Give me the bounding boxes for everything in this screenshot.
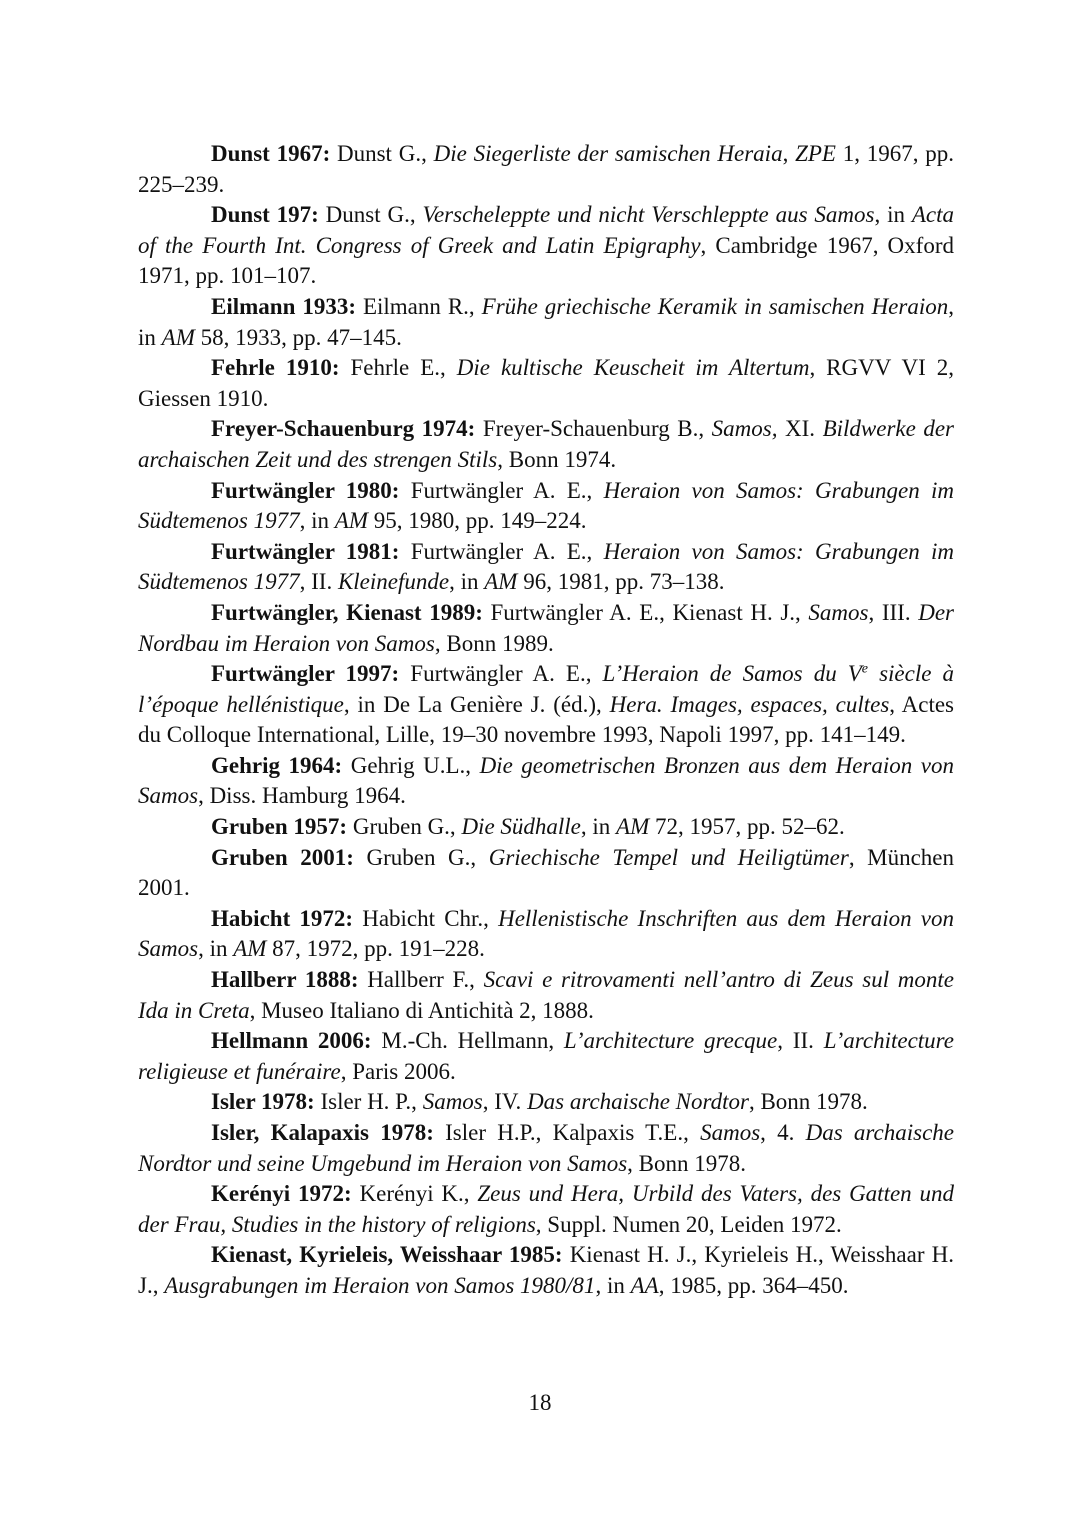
bib-entry-title: Bildwerke der archaischen Zeit und des strengen Stils [138, 416, 954, 472]
bib-entry-text: Furtwängler A. E., [399, 477, 604, 503]
bib-entry-text: , in [580, 814, 617, 840]
bib-entry-text: , München 2001. [138, 844, 955, 901]
bib-entry-key: Dunst 197: [211, 202, 319, 228]
bib-entry-text: , 4. [760, 1120, 806, 1145]
bib-entry-text: 95, 1980, pp. 149–224. [367, 508, 587, 534]
bib-entry-title: Frühe griechische Keramik in samischen Heraion [481, 293, 949, 319]
bib-entry [138, 1087, 954, 1118]
bib-entry-text: Gehrig U.L., [342, 752, 480, 778]
bib-entry-title: AM [334, 508, 368, 534]
bib-entry-title: Samos [422, 1089, 483, 1115]
bib-entry-text: , Bonn 1974. [497, 446, 617, 472]
bib-entry-text: Kienast H. J., Kyrieleis H., Weisshaar H. J., [138, 1242, 954, 1298]
bib-entry-text: Hallberr F., [358, 967, 484, 993]
bib-entry-title: AA [630, 1272, 659, 1298]
bib-entry-title: Acta of the Fourth Int. Congress of Greek and Latin Epigraphy [138, 202, 955, 258]
bib-entry-text: , Diss. Hamburg 1964. [198, 783, 406, 809]
bib-entry-title: ZPE [795, 141, 836, 166]
bib-entry-title: L’architecture religieuse et funéraire [138, 1028, 954, 1084]
bib-entry-text: Isler H. P., [314, 1089, 423, 1115]
bib-entry [138, 139, 954, 200]
bib-entry-text: 72, 1957, pp. 52–62. [649, 814, 845, 840]
bib-entry-text: 1, 1967, pp. 225–239. [138, 141, 955, 197]
bib-entry-text: , Actes du Colloque International, Lille, 19–30 novembre 1993, Napoli 1997, pp. 141–149. [138, 691, 955, 748]
bib-entry-title: L’architecture grecque [563, 1028, 778, 1054]
bib-entry-title: Scavi e ritrovamenti nell’antro di Zeus sul monte Ida in Creta [138, 967, 954, 1023]
bib-entry-title: Hellenistische Inschriften aus dem Heraion von Samos [138, 905, 954, 962]
bib-entry-key: Furtwängler, Kienast 1989: [211, 599, 483, 625]
bib-entry [138, 812, 954, 843]
bib-entry-key: Freyer-Schauenburg 1974: [211, 416, 476, 442]
bib-entry-key: Gruben 1957: [211, 814, 348, 840]
bib-entry-title: Verscheleppte und nicht Verschleppte aus Samos [422, 202, 875, 228]
bib-entry-text: , II. [299, 569, 338, 595]
bib-entry-title: Griechische Tempel und Heiligtümer [488, 844, 849, 870]
bib-entry-text: , Bonn 1989. [434, 630, 554, 656]
bib-entry-text: Gruben G., [347, 814, 462, 840]
bib-entry-key: Gehrig 1964: [211, 752, 343, 778]
bib-entry-text: Fehrle E., [339, 355, 457, 381]
bib-entry [138, 476, 954, 537]
bib-entry-title: Hera. Images, espaces, cultes [609, 691, 890, 717]
bib-entry [138, 353, 954, 414]
bib-entry-text: , Cambridge 1967, Oxford 1971, pp. 101–107. [138, 232, 954, 289]
bib-entry-title: Das archaische Nordtor [527, 1089, 749, 1115]
bib-entry-key: Isler, Kalapaxis 1978: [211, 1120, 434, 1145]
bib-entry-text: , Bonn 1978. [627, 1150, 746, 1176]
bib-entry [138, 965, 954, 1026]
bib-entry-text: Dunst G., [318, 202, 423, 228]
bib-entry-title: Samos, [711, 416, 778, 442]
bib-entry-text: , in [198, 936, 234, 962]
bib-entry-text: , III. [868, 599, 919, 625]
bib-entry-title: Die kultische Keuscheit im Altertum [456, 355, 810, 381]
bib-entry-text: Freyer-Schauenburg B., [475, 416, 712, 442]
bib-entry-key: Dunst 1967: [211, 141, 331, 166]
bib-entry-key: Furtwängler 1980: [211, 477, 400, 503]
bib-entry-title: Samos [808, 599, 869, 625]
bib-entry-title: Zeus und Hera, Urbild des Vaters, des Gatten und der Frau, Studies in the history of religions [138, 1181, 954, 1237]
bib-entry-text: Furtwängler A. E., Kienast H. J., [482, 599, 809, 625]
bib-entry-key: Gruben 2001: [211, 844, 354, 870]
bib-entry-text: , RGVV VI 2, Giessen 1910. [138, 355, 954, 411]
bib-entry-title: AM [484, 569, 518, 595]
bib-entry [138, 751, 954, 812]
bib-entry [138, 904, 954, 965]
bib-entry-title: siècle à l’époque hellénistique [138, 661, 954, 717]
bib-entry [138, 292, 954, 353]
bib-entry-key: Eilmann 1933: [211, 293, 356, 319]
bib-entry-key: Furtwängler 1997: [211, 661, 400, 687]
bib-entry-text: , in [299, 508, 335, 534]
page-number: 18 [528, 1390, 552, 1415]
bib-entry-title: Die geometrischen Bronzen aus dem Heraion von Samos [138, 752, 955, 809]
bib-entry-title: Heraion von Samos: Grabungen im Südtemenos 1977 [138, 477, 955, 534]
bib-entry [138, 1179, 954, 1240]
bib-entry [138, 537, 954, 598]
bib-entry-title: Die Südhalle [461, 814, 581, 840]
bib-entry-text: , II. [777, 1028, 824, 1054]
bib-entry-text: M.-Ch. Hellmann, [371, 1028, 564, 1054]
bib-entry-text: , Museo Italiano di Antichità 2, 1888. [249, 997, 594, 1023]
bib-entry-text: , 1985, pp. 364–450. [658, 1272, 849, 1298]
bib-entry-text: 96, 1981, pp. 73–138. [517, 569, 725, 595]
bib-entry-text: , in [138, 293, 954, 350]
bib-entry-title: Kleinefunde [337, 569, 450, 595]
bib-entry-key: Furtwängler 1981: [211, 538, 400, 564]
bib-entry-title: Der Nordbau im Heraion von Samos [138, 599, 954, 656]
bib-entry-text: Gruben G., [353, 844, 489, 870]
bib-entry-text: , IV. [482, 1089, 528, 1115]
bib-entry [138, 1240, 954, 1301]
bib-entry-title: L’Heraion de Samos du V [602, 661, 862, 687]
bib-entry-title: Die Siegerliste der samischen Heraia [433, 141, 783, 166]
bib-entry-key: Isler 1978: [211, 1089, 315, 1115]
bib-entry [138, 659, 954, 751]
bib-entry-text: , in [595, 1272, 631, 1298]
bib-entry-key: Kienast, Kyrieleis, Weisshaar 1985: [211, 1242, 563, 1268]
bib-entry-text: , Paris 2006. [340, 1058, 456, 1084]
bib-entry-text: Habicht Chr., [353, 905, 499, 931]
bib-entry-text: , Suppl. Numen 20, Leiden 1972. [535, 1211, 842, 1237]
bib-entry [138, 843, 954, 904]
bib-entry-key: Kerényi 1972: [211, 1181, 352, 1207]
bib-entry [138, 1118, 954, 1179]
bib-entry-text: Furtwängler A. E., [399, 661, 603, 687]
bib-entry-text: , in De La Genière J. (éd.), [343, 691, 610, 717]
bib-entry [138, 598, 954, 659]
bib-entry-text: , Bonn 1978. [748, 1089, 868, 1115]
bib-entry-key: Hallberr 1888: [211, 967, 359, 993]
bib-entry-title: AM [616, 814, 650, 840]
bib-entry-text: 58, 1933, pp. 47–145. [194, 324, 402, 350]
bib-entry-title: Ausgrabungen im Heraion von Samos 1980/81 [164, 1272, 596, 1298]
bib-entry-text: 87, 1972, pp. 191–228. [266, 936, 485, 962]
bib-entry-text: Eilmann R., [355, 293, 482, 319]
bib-entry [138, 1026, 954, 1087]
bib-entry-superscript: e [861, 661, 869, 677]
bib-entry-text: Dunst G., [330, 141, 434, 166]
bib-entry-text: Isler H.P., Kalpaxis T.E., [433, 1120, 701, 1145]
bib-entry-key: Habicht 1972: [211, 905, 354, 931]
bib-entry-key: Fehrle 1910: [211, 355, 340, 381]
bib-entry-text: , in [874, 202, 912, 228]
bib-entry-text: Kerényi K., [351, 1181, 478, 1207]
bib-entry-title: Samos [700, 1120, 761, 1145]
bib-entry-key: Hellmann 2006: [211, 1028, 372, 1054]
bib-entry [138, 414, 954, 475]
bib-entry-title: AM [161, 324, 195, 350]
bib-entry-text: , in [449, 569, 485, 595]
bib-entry-text: XI. [777, 416, 823, 442]
bib-entry-title: AM [233, 936, 267, 962]
bib-entry-text: , [782, 141, 796, 166]
bib-entry-title: Das archaische Nordtor und seine Umgebund im Heraion von Samos [138, 1120, 954, 1176]
bib-entry-title: Heraion von Samos: Grabungen im Südtemenos 1977 [138, 538, 955, 595]
bib-entry-text: Furtwängler A. E., [399, 538, 604, 564]
bib-entry [138, 200, 954, 292]
bibliography [138, 139, 954, 1302]
